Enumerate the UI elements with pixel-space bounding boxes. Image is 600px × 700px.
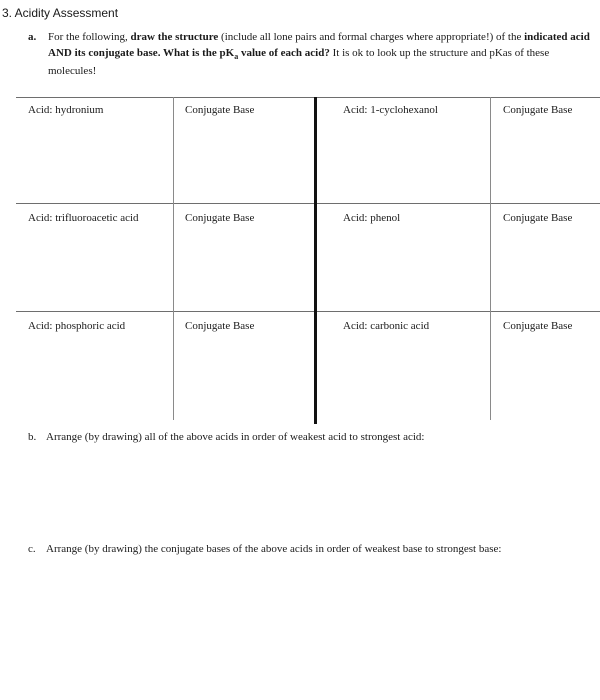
- table-column-divider-3: [490, 97, 491, 420]
- table-cell-conjugate-base: Conjugate Base: [185, 104, 255, 116]
- table-cell-conjugate-base: Conjugate Base: [185, 212, 255, 224]
- question-a-emphasis-draw: draw the structure: [130, 31, 219, 43]
- question-a-marker: a.: [28, 31, 37, 43]
- table-cell-conjugate-base: Conjugate Base: [503, 320, 573, 332]
- table-column-divider-1: [173, 97, 174, 420]
- table-center-divider: [314, 97, 317, 424]
- section-heading: 3. Acidity Assessment: [2, 6, 119, 20]
- question-b-marker: b.: [28, 431, 37, 443]
- table-cell-acid: Acid: hydronium: [28, 104, 104, 116]
- table-cell-acid: Acid: phosphoric acid: [28, 320, 126, 332]
- pka-subscript: a: [234, 51, 239, 61]
- table-cell-conjugate-base: Conjugate Base: [185, 320, 255, 332]
- question-a-emphasis-value: value of each acid?: [238, 46, 330, 59]
- table-top-border: [16, 97, 600, 98]
- question-c-text: Arrange (by drawing) the conjugate bases of the above acids in order of weakest base to strongest base:: [46, 543, 502, 555]
- question-c: [28, 543, 501, 555]
- table-cell-acid: Acid: carbonic acid: [343, 320, 430, 332]
- question-a-part6: It is ok to look up the structure and pKas of these molecules!: [48, 46, 550, 78]
- question-b-text: Arrange (by drawing) all of the above acids in order of weakest acid to strongest acid:: [46, 431, 425, 443]
- question-a-part1: For the following,: [48, 31, 131, 43]
- question-a-part3: (include all lone pairs and formal charges where appropriate!) of the: [218, 31, 525, 43]
- question-b: [28, 431, 424, 443]
- table-cell-acid: Acid: 1-cyclohexanol: [343, 104, 438, 116]
- table-cell-conjugate-base: Conjugate Base: [503, 104, 573, 116]
- table-cell-conjugate-base: Conjugate Base: [503, 212, 573, 224]
- table-row-divider-2: [16, 311, 600, 312]
- table-cell-acid: Acid: phenol: [343, 212, 401, 224]
- table-cell-acid: Acid: trifluoroacetic acid: [28, 212, 139, 224]
- table-row-divider-1: [16, 203, 600, 204]
- question-a-emphasis-acid: indicated acid AND its conjugate base. What is the pK: [48, 31, 590, 59]
- question-c-marker: c.: [28, 543, 36, 555]
- question-a-text: [48, 30, 593, 80]
